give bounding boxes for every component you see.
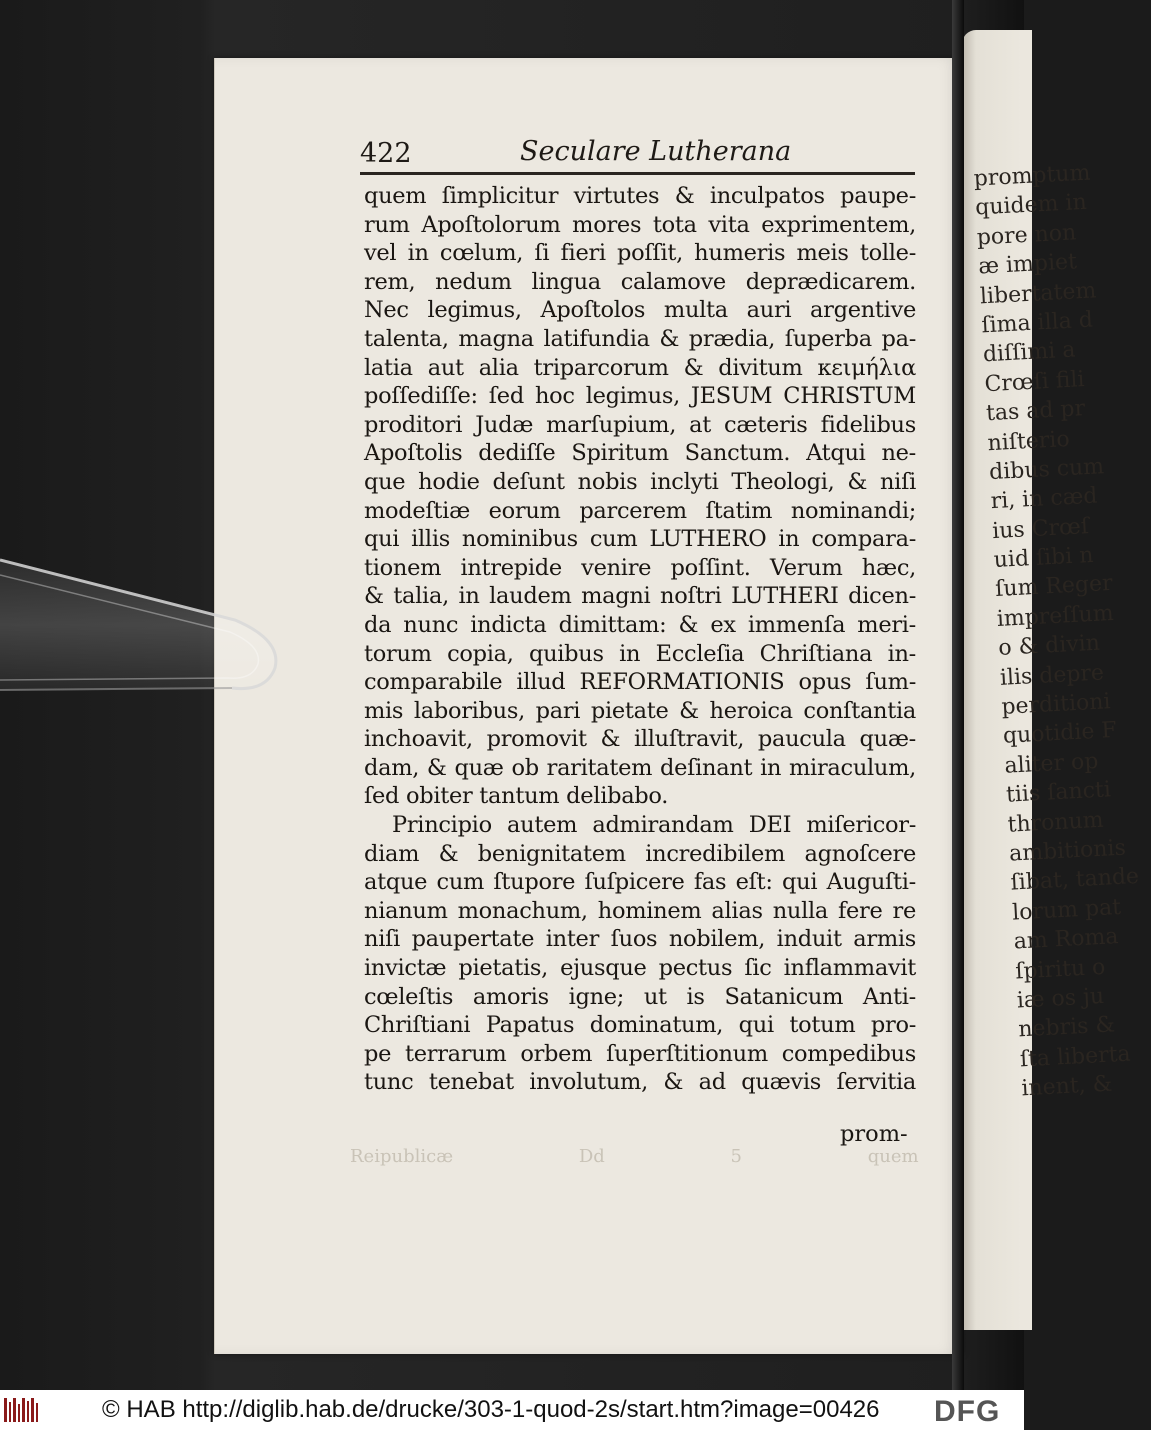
- adjacent-page-fragment: nebris &: [1017, 1012, 1116, 1043]
- adjacent-page-fragment: ſima illa d: [980, 307, 1094, 339]
- bleed-word: Reipublicæ: [350, 1146, 454, 1167]
- footer-bar: [0, 1390, 1024, 1430]
- adjacent-page-edge: [962, 30, 1140, 1330]
- text-line: pe terrarum orbem ſuperſtitionum compedibus: [364, 1040, 916, 1067]
- footer-credit-link[interactable]: © HAB http://diglib.hab.de/drucke/303-1-quod-2s/start.htm?image=00426: [102, 1396, 880, 1423]
- body-text: [364, 182, 916, 1097]
- adjacent-page-fragment: tas ad pr: [985, 396, 1086, 427]
- page-number: 422: [360, 138, 412, 169]
- text-line: Apoſtolis dediſſe Spiritum Sanctum. Atqui ne-: [364, 440, 916, 467]
- text-line: nianum monachum, hominem alias nulla fere re: [364, 897, 916, 924]
- header-rule: [360, 172, 915, 175]
- bleed-word: Dd 5: [578, 1146, 742, 1167]
- text-line: da nunc indicta dimittam: & ex immenſa meri-: [364, 611, 916, 638]
- adjacent-page-fragment: Crœſi fili: [983, 366, 1086, 398]
- text-line: Principio autem admirandam DEI miſericor-: [392, 812, 916, 839]
- text-line: tunc tenebat involutum, & ad quævis ſervitia: [364, 1069, 916, 1096]
- glass-page-holder: [0, 0, 300, 720]
- adjacent-page-fragment: æ impiet: [977, 249, 1078, 280]
- adjacent-page-fragment: ri, in cæd: [990, 483, 1099, 515]
- adjacent-page-text: [962, 26, 1140, 1104]
- adjacent-page-fragment: iæ os ju: [1016, 983, 1105, 1014]
- text-line: rem, nedum lingua calamove deprædicarem.: [364, 268, 916, 295]
- adjacent-page-fragment: diſſimi a: [982, 337, 1077, 368]
- text-line: Nec legimus, Apoſtolos multa auri argentive: [364, 297, 916, 324]
- text-line: niſi paupertate inter ſuos nobilem, induit armis: [364, 926, 916, 953]
- adjacent-page-fragment: o & divin: [997, 630, 1101, 662]
- adjacent-page-fragment: perditioni: [1000, 689, 1112, 720]
- text-line: vel in cœlum, ſi fieri poſſit, humeris meis tolle-: [364, 240, 916, 267]
- text-line: latia aut alia triparcorum & divitum κειμήλια: [364, 354, 916, 381]
- text-line: cœleſtis amoris igne; ut is Satanicum Anti-: [364, 983, 916, 1010]
- adjacent-page-fragment: ſta liberta: [1019, 1041, 1132, 1073]
- adjacent-page-fragment: ſpiritu o: [1014, 954, 1106, 985]
- adjacent-page-fragment: ius Crœſ: [991, 513, 1090, 544]
- catchword: prom-: [840, 1121, 908, 1147]
- adjacent-page-fragment: dibus cum: [988, 454, 1105, 486]
- bleed-word: quem: [867, 1146, 919, 1167]
- adjacent-page-fragment: quidem in: [974, 190, 1088, 221]
- adjacent-page-fragment: thronum: [1007, 807, 1105, 838]
- text-line: torum copia, quibus in Eccleſia Chriſtiana in-: [364, 640, 916, 667]
- text-line: modeſtiæ eorum parcerem ſtatim nominandi;: [364, 497, 916, 524]
- adjacent-page-fragment: aliter op: [1003, 748, 1099, 779]
- adjacent-page-fragment: pore non: [976, 220, 1077, 251]
- adjacent-page-fragment: inent, &: [1020, 1071, 1113, 1102]
- page-header: [360, 136, 915, 176]
- adjacent-page-fragment: ſum Reger: [994, 571, 1114, 603]
- text-line: proditori Judæ marſupium, at cæteris fidelibus: [364, 411, 916, 438]
- adjacent-page-fragment: ambitionis: [1008, 835, 1127, 867]
- text-line: inchoavit, promovit & illuſtravit, paucula quæ-: [364, 726, 916, 753]
- adjacent-page-fragment: ilis depre: [999, 660, 1105, 691]
- adjacent-page-fragment: tiis ſancti: [1005, 777, 1112, 808]
- text-line: Chriſtiani Papatus dominatum, qui totum pro-: [364, 1012, 916, 1039]
- barcode-icon: [4, 1398, 40, 1422]
- text-line: que hodie deſunt nobis inclyti Theologi, & niſi: [364, 468, 916, 495]
- bleed-through-text: [350, 1146, 919, 1167]
- adjacent-page-fragment: uid ſibi n: [993, 542, 1095, 574]
- text-line: atque cum ſtupore ſuſpicere fas eſt: qui Auguſti-: [364, 869, 916, 896]
- adjacent-page-fragment: niſterio: [987, 426, 1071, 456]
- adjacent-page-fragment: libertatem: [979, 277, 1097, 309]
- book-gutter: [952, 0, 964, 1390]
- text-line: mis laboribus, pari pietate & heroica conſtantia: [364, 697, 916, 724]
- text-line: quem ſimplicitur virtutes & inculpatos paupe-: [364, 183, 916, 209]
- text-line: diam & benignitatem incredibilem agnoſcere: [364, 840, 916, 867]
- text-line: comparabile illud REFORMATIONIS opus ſum-: [364, 669, 916, 696]
- text-line: rum Apoſtolorum mores tota vita exprimentem,: [364, 211, 916, 238]
- adjacent-page-fragment: am Roma: [1013, 924, 1120, 955]
- text-line: invictæ pietatis, ejusque pectus ſic inflammavit: [364, 955, 916, 982]
- dfg-logo: DFG: [934, 1395, 1001, 1428]
- text-line: & talia, in laudem magni noſtri LUTHERI dicen-: [364, 583, 916, 610]
- text-line: dam, & quæ ob raritatem deſinant in miraculum,: [364, 754, 916, 781]
- adjacent-page-fragment: lorum pat: [1011, 894, 1122, 926]
- text-line: talenta, magna latifundia & prædia, ſuperba pa-: [364, 325, 916, 352]
- adjacent-page-fragment: ſibat, tande: [1010, 864, 1140, 896]
- adjacent-page-fragment: impreſſum: [996, 600, 1115, 632]
- adjacent-page-fragment: quotidie F: [1002, 718, 1118, 750]
- adjacent-page-fragment: promptum: [973, 160, 1091, 192]
- text-line: tionem intrepide venire poſſint. Verum hæc,: [364, 554, 916, 581]
- text-line: qui illis nominibus cum LUTHERO in compara-: [364, 526, 916, 553]
- text-line: poſſediſſe: ſed hoc legimus, JESUM CHRISTUM: [364, 383, 916, 410]
- text-line: ſed obiter tantum delibabo.: [364, 783, 669, 810]
- running-title: Seculare Lutherana: [520, 136, 792, 167]
